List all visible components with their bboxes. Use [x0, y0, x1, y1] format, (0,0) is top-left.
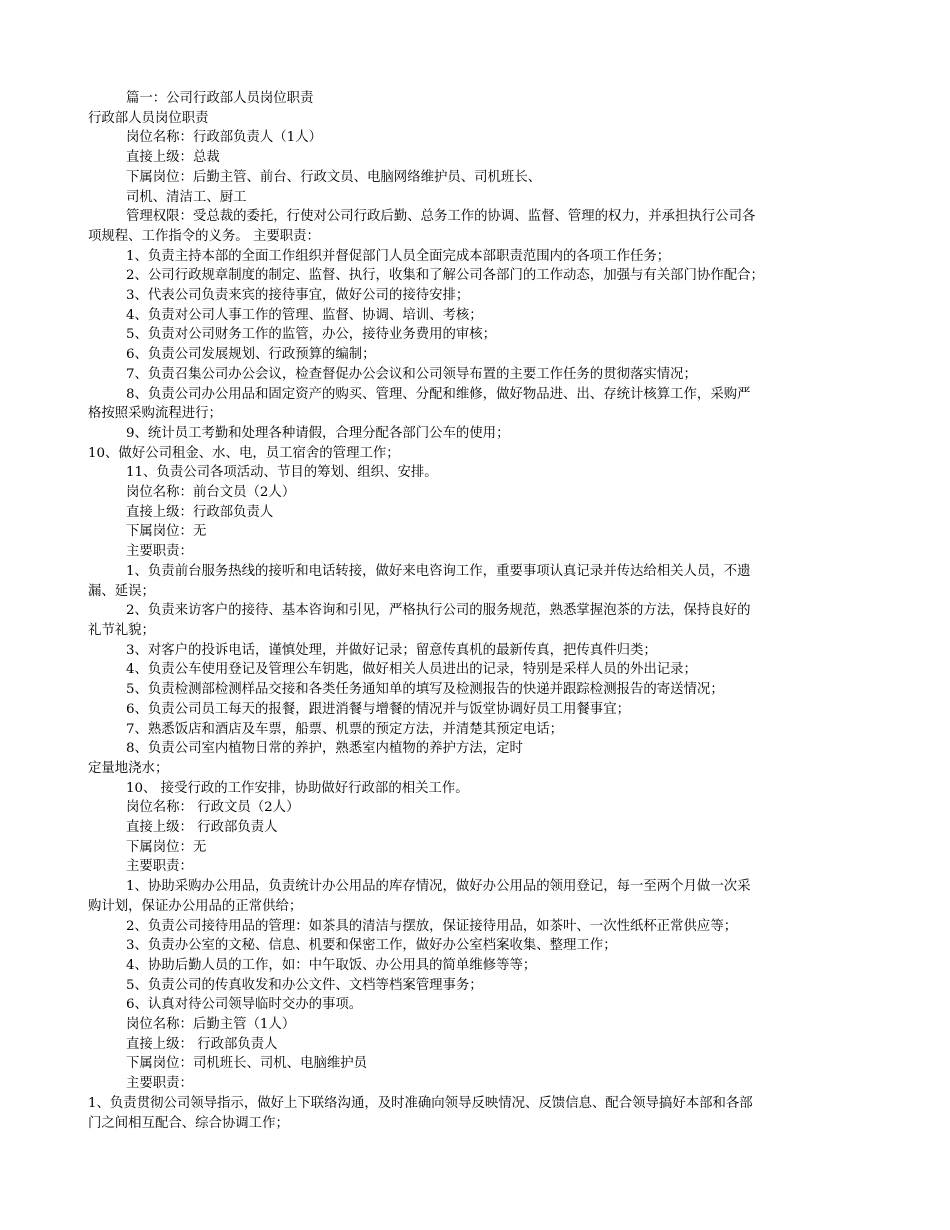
text-line: 岗位名称：后勤主管（1人）: [126, 1017, 296, 1033]
text-line: 1、负责主持本部的全面工作组织并督促部门人员全面完成本部职责范围内的各项工作任务；: [126, 248, 671, 264]
text-line: 10、 接受行政的工作安排，协助做好行政部的相关工作。: [126, 780, 469, 796]
text-line: 管理权限：受总裁的委托，行使对公司行政后勤、总务工作的协调、监督、管理的权力，并承担执行公司各: [126, 209, 756, 225]
text-line: 3、代表公司负责来宾的接待事宜，做好公司的接待安排；: [126, 288, 470, 304]
text-line: 购计划，保证办公用品的正常供给；: [88, 898, 303, 914]
text-line: 主要职责：: [126, 859, 193, 875]
text-line: 8、负责公司办公用品和固定资产的购买、管理、分配和维修，做好物品进、出、存统计核算工作，采购严: [126, 386, 751, 402]
text-line: 主要职责：: [126, 1076, 193, 1092]
text-line: 7、熟悉饭店和酒店及车票，船票、机票的预定方法，并清楚其预定电话；: [126, 721, 564, 737]
text-line: 10、做好公司租金、水、电，员工宿舍的管理工作；: [88, 445, 400, 461]
text-line: 2、负责公司接待用品的管理：如茶具的清洁与摆放，保证接待用品，如茶叶、一次性纸杯正常供应等；: [126, 918, 738, 934]
text-line: 9、统计员工考勤和处理各种请假，合理分配各部门公车的使用；: [126, 425, 510, 441]
text-line: 直接上级： 行政部负责人: [126, 1036, 278, 1052]
text-line: 礼节礼貌；: [88, 622, 155, 638]
text-line: 项规程、工作指令的义务。 主要职责：: [88, 228, 320, 244]
text-line: 岗位名称：前台文员（2人）: [126, 485, 296, 501]
text-line: 岗位名称：行政部负责人（1人）: [126, 130, 322, 146]
text-line: 漏、延误；: [88, 583, 155, 599]
text-line: 主要职责：: [126, 544, 193, 560]
text-line: 5、负责公司的传真收发和办公文件、文档等档案管理事务；: [126, 977, 483, 993]
text-line: 4、负责公车使用登记及管理公车钥匙，做好相关人员进出的记录，特别是采样人员的外出记录；: [126, 662, 697, 678]
text-line: 3、负责办公室的文秘、信息、机要和保密工作，做好办公室档案收集、整理工作；: [126, 938, 617, 954]
text-line: 6、认真对待公司领导临时交办的事项。: [126, 997, 363, 1013]
text-line: 1、负责贯彻公司领导指示，做好上下联络沟通，及时准确向领导反映情况、反馈信息、配合领导搞好本部和各部: [88, 1095, 753, 1111]
text-line: 5、负责对公司财务工作的监管，办公，接待业务费用的审核；: [126, 327, 497, 343]
text-line: 3、对客户的投诉电话，谨慎处理，并做好记录；留意传真机的最新传真，把传真件归类；: [126, 642, 657, 658]
text-line: 岗位名称： 行政文员（2人）: [126, 800, 300, 816]
text-line: 门之间相互配合、综合协调工作；: [88, 1115, 289, 1131]
text-line: 司机、清洁工、厨工: [126, 189, 247, 205]
text-line: 6、负责公司员工每天的报餐，跟进消餐与增餐的情况并与饭堂协调好员工用餐事宜；: [126, 701, 630, 717]
text-line: 2、公司行政规章制度的制定、监督、执行，收集和了解公司各部门的工作动态，加强与有关部门协作配合；: [126, 268, 764, 284]
text-line: 5、负责检测部检测样品交接和各类任务通知单的填写及检测报告的快递并跟踪检测报告的寄送情况；: [126, 682, 724, 698]
text-line: 4、协助后勤人员的工作，如：中午取饭、办公用具的简单维修等等；: [126, 957, 537, 973]
text-line: 4、负责对公司人事工作的管理、监督、协调、培训、考核；: [126, 307, 483, 323]
text-line: 1、协助采购办公用品，负责统计办公用品的库存情况，做好办公用品的领用登记，每一至两个月做一次采: [126, 879, 751, 895]
document-title: 篇一：公司行政部人员岗位职责: [126, 91, 314, 106]
text-line: 下属岗位：无: [126, 524, 207, 540]
text-line: 格按照采购流程进行；: [88, 406, 222, 422]
text-line: 下属岗位：无: [126, 839, 207, 855]
text-line: 下属岗位：司机班长、司机、电脑维护员: [126, 1056, 368, 1072]
text-line: 直接上级： 行政部负责人: [126, 820, 278, 836]
text-line: 8、负责公司室内植物日常的养护，熟悉室内植物的养护方法，定时: [126, 741, 523, 757]
document-heading: 行政部人员岗位职责: [88, 110, 209, 126]
document-body: [88, 89, 860, 1133]
text-line: 直接上级：行政部负责人: [126, 504, 274, 520]
text-line: 2、负责来访客户的接待、基本咨询和引见，严格执行公司的服务规范，熟悉掌握泡茶的方法，保持良好的: [126, 603, 751, 619]
text-line: 下属岗位：后勤主管、前台、行政文员、电脑网络维护员、司机班长、: [126, 169, 542, 185]
text-line: 1、负责前台服务热线的接听和电话转接，做好来电咨询工作，重要事项认真记录并传达给相关人员，不遗: [126, 563, 751, 579]
text-line: 直接上级：总裁: [126, 150, 220, 166]
text-line: 6、负责公司发展规划、行政预算的编制；: [126, 347, 376, 363]
text-line: 11、负责公司各项活动、节目的筹划、组织、安排。: [126, 465, 438, 481]
text-line: 7、负责召集公司办公会议，检查督促办公会议和公司领导布置的主要工作任务的贯彻落实情况；: [126, 366, 697, 382]
text-line: 定量地浇水；: [88, 760, 169, 776]
